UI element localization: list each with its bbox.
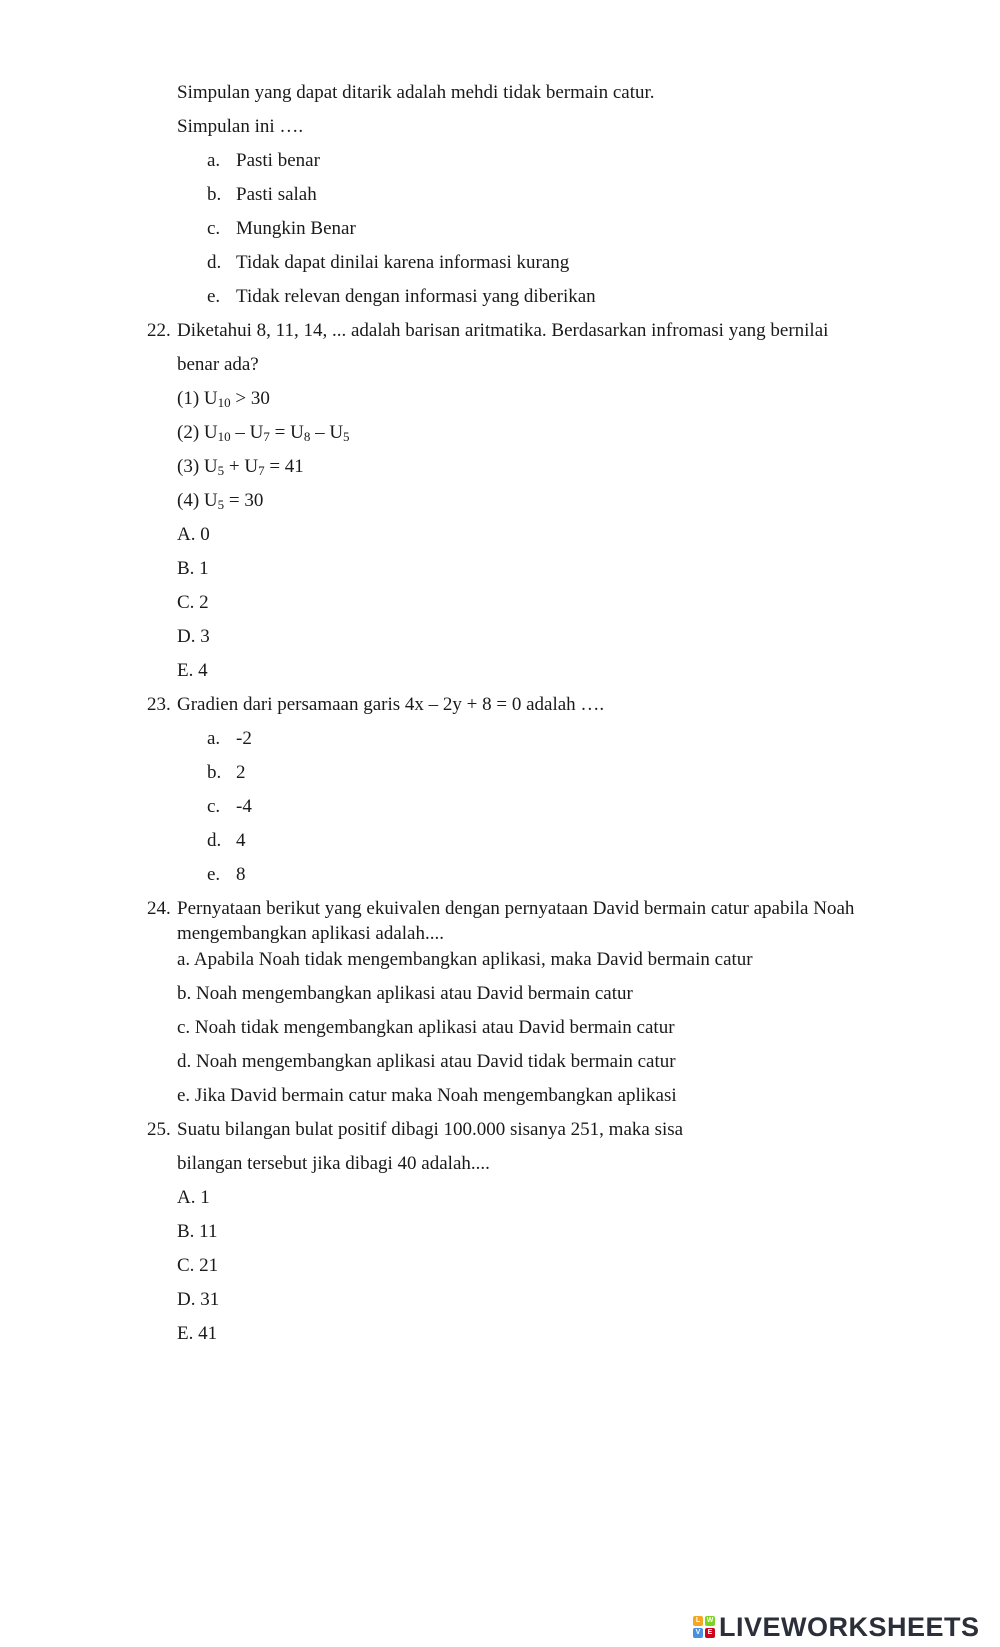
- q25-option-e: E. 41: [177, 1323, 218, 1344]
- q24-option-d: d. Noah mengembangkan aplikasi atau David tidak bermain catur: [177, 1051, 676, 1072]
- q25-option-a: A. 1: [177, 1187, 210, 1208]
- q24-option-a: a. Apabila Noah tidak mengembangkan aplikasi, maka David bermain catur: [177, 949, 753, 970]
- q21-prompt: Simpulan ini ….: [177, 116, 304, 137]
- q25-text-line1: Suatu bilangan bulat positif dibagi 100.000 sisanya 251, maka sisa: [177, 1119, 684, 1140]
- q24-option-c: c. Noah tidak mengembangkan aplikasi atau David bermain catur: [177, 1017, 675, 1038]
- q23-text: Gradien dari persamaan garis 4x – 2y + 8 = 0 adalah ….: [177, 694, 605, 715]
- q25-option-b: B. 11: [177, 1221, 218, 1242]
- q25-option-d: D. 31: [177, 1289, 220, 1310]
- liveworksheets-logo-icon: L W V E: [693, 1616, 715, 1638]
- q22-statement-4: (4) $U_5 = 30$: [177, 490, 264, 512]
- q23-number: 23.: [147, 694, 171, 715]
- q24-number: 24.: [147, 898, 171, 919]
- q22-statement-1: (1) $U_{10} > 30$: [177, 388, 270, 410]
- q22-option-d: D. 3: [177, 626, 210, 647]
- q22-option-a: A. 0: [177, 524, 210, 545]
- q22-number: 22.: [147, 320, 171, 341]
- q25-option-c: C. 21: [177, 1255, 219, 1276]
- q24-text-line2: mengembangkan aplikasi adalah....: [177, 923, 444, 944]
- worksheet-page: Simpulan yang dapat ditarik adalah mehdi tidak bermain catur. Simpulan ini …. a. Pasti benar b. Pasti salah c. Mungkin Benar d. Tidak dapat dinilai karena informasi kurang e. Tidak relevan dengan informasi yang diberikan 22. Diketahui 8, 11, 14, ... adalah barisan aritmatika. Berdasarkan infromasi yang bernilai benar ada? (1) $U_{10} > 30$ (2) $U_{10} - U_7 = U_8 - U_5$ (3) $U_5 + U_7 = 41$ (4) $U_5 = 30$ A. 0 B. 1 C. 2 D. 3 E. 4 23. Gradien dari persamaan garis 4x – 2y + 8 = 0 adalah …. a. -2 b. 2 c. -4 d. 4 e. 8 24. Pernyataan berikut yang ekuivalen dengan pernyataan David bermain catur apabila Noah mengembangkan aplikasi adalah.... a. Apabila Noah tidak mengembangkan aplikasi, maka David bermain catur b. Noah mengembangkan aplikasi atau David bermain catur c. Noah tidak mengembangkan aplikasi atau David bermain catur d. Noah mengembangkan aplikasi atau David tidak bermain catur e. Jika David bermain catur maka Noah mengembangkan aplikasi 25. Suatu bilangan bulat positif dibagi 100.000 sisanya 251, maka sisa bilangan tersebut jika dibagi 40 adalah.... A. 1 B. 11 C. 21 D. 31 E. 41 L W V E LIVEWORKSHEETS: [147, 82, 980, 1642]
- q22-statement-2: (2) $U_{10} - U_7 = U_8 - U_5$: [177, 422, 350, 444]
- q22-text-line1: Diketahui 8, 11, 14, ... adalah barisan aritmatika. Berdasarkan infromasi yang bernilai: [177, 320, 829, 341]
- q22-option-b: B. 1: [177, 558, 209, 579]
- liveworksheets-logo[interactable]: [693, 1612, 980, 1642]
- q24-option-b: b. Noah mengembangkan aplikasi atau David bermain catur: [177, 983, 633, 1004]
- q22-option-c: C. 2: [177, 592, 209, 613]
- q22-option-e: E. 4: [177, 660, 208, 681]
- q22-text-line2: benar ada?: [177, 354, 259, 375]
- q21-conclusion: Simpulan yang dapat ditarik adalah mehdi tidak bermain catur.: [177, 82, 655, 103]
- q24-text-line1: Pernyataan berikut yang ekuivalen dengan pernyataan David bermain catur apabila Noah: [177, 898, 855, 919]
- q22-statement-3: (3) $U_5 + U_7 = 41$: [177, 456, 304, 478]
- q25-number: 25.: [147, 1119, 171, 1140]
- q24-option-e: e. Jika David bermain catur maka Noah mengembangkan aplikasi: [177, 1085, 677, 1106]
- liveworksheets-brand-text: LIVEWORKSHEETS: [719, 1611, 980, 1642]
- q25-text-line2: bilangan tersebut jika dibagi 40 adalah....: [177, 1153, 490, 1174]
